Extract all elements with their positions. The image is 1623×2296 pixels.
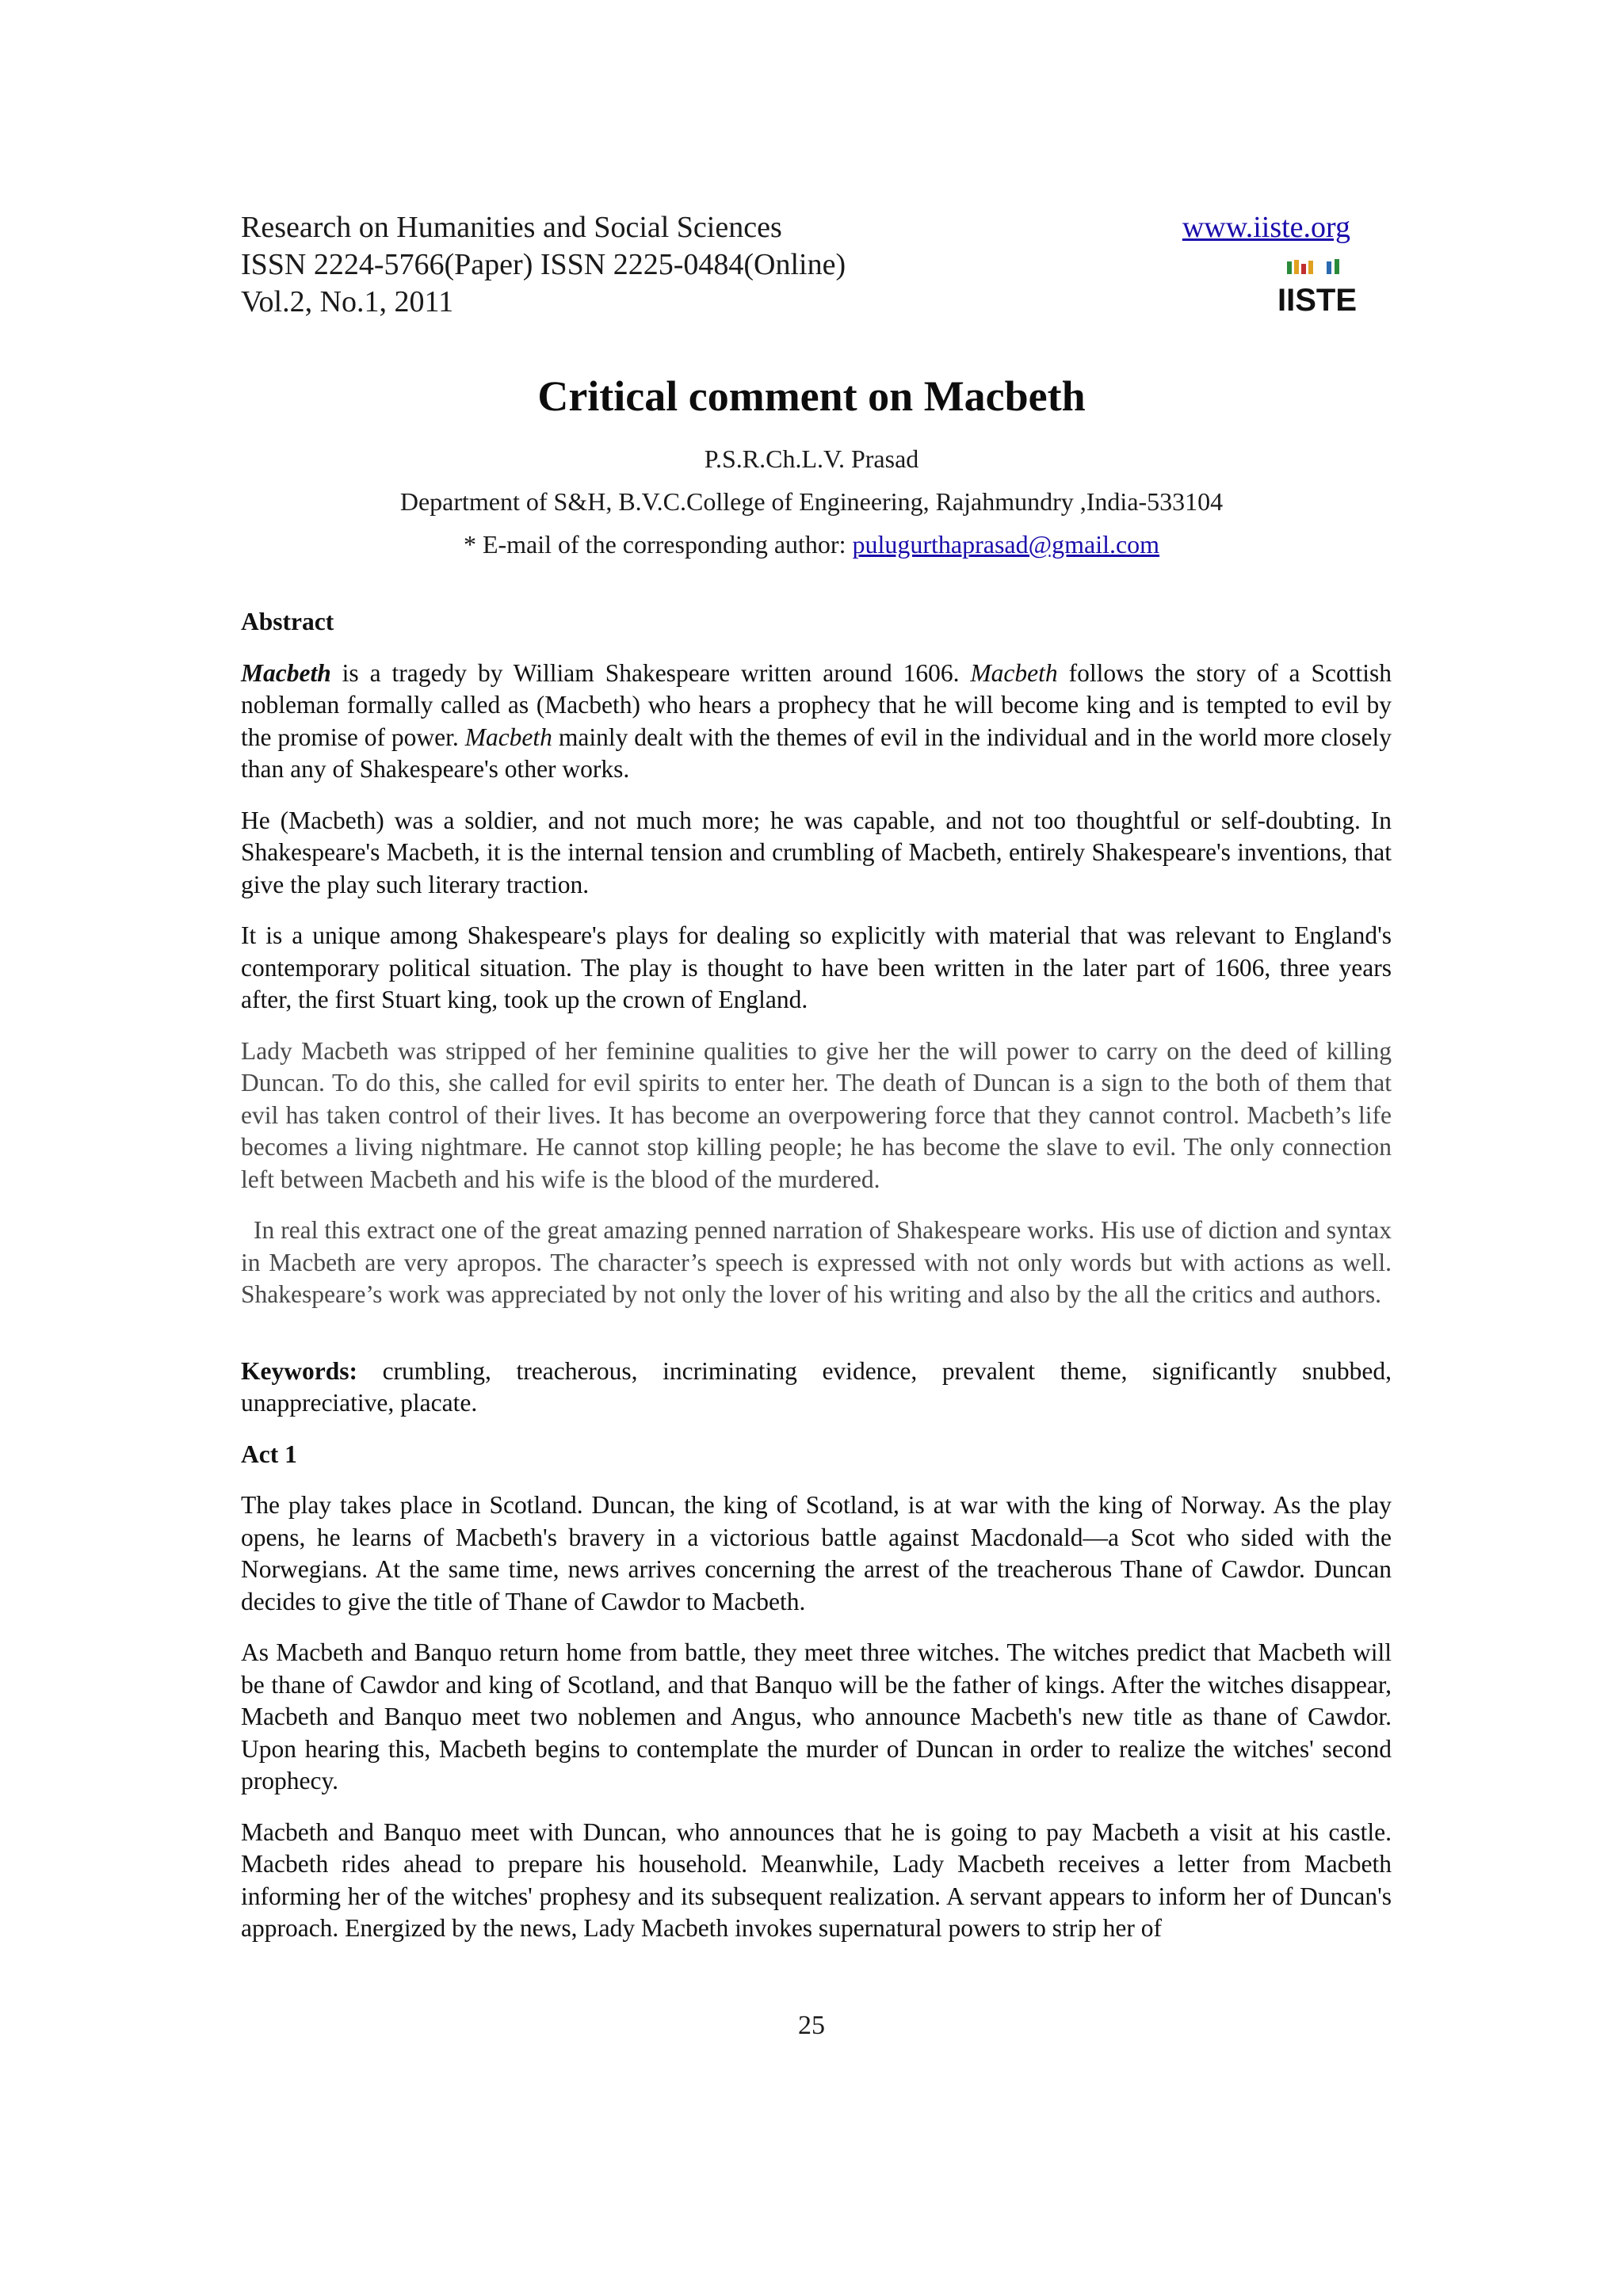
author-block bbox=[0, 437, 1623, 566]
macbeth-emphasis: Macbeth bbox=[464, 723, 552, 751]
act-1-paragraph-1: The play takes place in Scotland. Duncan, the king of Scotland, is at war with the king of Norway. As the play opens, he learns of Macbeth's bravery in a victorious battle against Macdonald—a Scot who sided with the Norwegians. At the same time, news arrives concerning the arrest of the treacherous Thane of Cawdor. Duncan decides to give the title of Thane of Cawdor to Macbeth. bbox=[241, 1491, 1392, 1615]
keywords-text: crumbling, treacherous, incriminating evidence, prevalent theme, significantly snubbed, unappreciative, placate. bbox=[241, 1356, 1392, 1417]
page-header bbox=[241, 209, 1358, 336]
journal-name: Research on Humanities and Social Sciences bbox=[241, 211, 782, 244]
email-label: * E-mail of the corresponding author: bbox=[463, 530, 853, 559]
abstract-heading: Abstract bbox=[241, 608, 334, 635]
paper-body bbox=[241, 606, 1392, 1964]
act-1-paragraph-3: Macbeth and Banquo meet with Duncan, who announces that he is going to pay Macbeth a visit at his castle. Macbeth rides ahead to prepare his household. Meanwhile, Lady Macbeth receives a letter from Macbeth informing her of the witches' prophesy and its subsequent realization. A servant appears to inform her of Duncan's approach. Energized by the news, Lady Macbeth invokes supernatural powers to strip her of bbox=[241, 1817, 1392, 1942]
author-affiliation: Department of S&H, B.V.C.College of Engineering, Rajahmundry ,India-533104 bbox=[399, 487, 1224, 516]
journal-issn: ISSN 2224-5766(Paper) ISSN 2225-0484(Online) bbox=[241, 248, 846, 281]
keywords-line bbox=[241, 1356, 1392, 1420]
journal-url-link[interactable]: www.iiste.org bbox=[1182, 211, 1350, 244]
abstract-paragraph-1: Macbeth is a tragedy by William Shakespeare written around 1606. Macbeth follows the story of a Scottish nobleman formally called as (Macbeth) who hears a prophecy that he will become king and is tempted to evil by the promise of power. Macbeth mainly dealt with the themes of evil in the individual and in the world more closely than any of Shakespeare's other works. bbox=[241, 658, 1392, 783]
journal-info bbox=[241, 209, 846, 321]
iiste-logo bbox=[1277, 257, 1358, 323]
abstract-paragraph-2: He (Macbeth) was a soldier, and not much more; he was capable, and not too thoughtful or self-doubting. In Shakespeare's Macbeth, it is the internal tension and crumbling of Macbeth, entirely Shakespeare's inventions, that give the play such literary traction. bbox=[241, 806, 1392, 898]
act-1-paragraph-2: As Macbeth and Banquo return home from battle, they meet three witches. The witches predict that Macbeth will be thane of Cawdor and king of Scotland, and that Banquo will be the father of kings. After the witches disappear, Macbeth and Banquo meet two noblemen and Angus, who announce Macbeth's new title as thane of Cawdor. Upon hearing this, Macbeth begins to contemplate the murder of Duncan in order to realize the witches' second prophecy. bbox=[241, 1638, 1392, 1794]
keywords-label: Keywords: bbox=[241, 1356, 357, 1385]
abstract-paragraph-5: In real this extract one of the great amazing penned narration of Shakespeare works. His use of diction and syntax in Macbeth are very apropos. The character’s speech is expressed with not only words but with actions as well. Shakespeare’s work was appreciated by not only the lover of his writing and also by the all the critics and authors. bbox=[241, 1216, 1392, 1308]
author-name: P.S.R.Ch.L.V. Prasad bbox=[704, 444, 919, 473]
page-number: 25 bbox=[798, 2011, 825, 2040]
macbeth-emphasis: Macbeth bbox=[241, 658, 331, 687]
logo-text: IISTE bbox=[1277, 283, 1358, 318]
paper-title: Critical comment on Macbeth bbox=[537, 372, 1086, 420]
journal-volume: Vol.2, No.1, 2011 bbox=[241, 285, 454, 318]
abstract-paragraph-3: It is a unique among Shakespeare's plays for dealing so explicitly with material that was relevant to England's contemporary political situation. The play is thought to have been written in the later part of 1606, three years after, the first Stuart king, took up the crown of England. bbox=[241, 921, 1392, 1013]
abstract-paragraph-4: Lady Macbeth was stripped of her feminine qualities to give her the will power to carry on the deed of killing Duncan. To do this, she called for evil spirits to enter her. The death of Duncan is a sign to the both of them that evil has taken control of their lives. It has become an overpowering force that they cannot control. Macbeth’s life becomes a living nightmare. He cannot stop killing people; he has become the slave to evil. The only connection left between Macbeth and his wife is the blood of the murdered. bbox=[241, 1036, 1392, 1193]
act-1-heading: Act 1 bbox=[241, 1440, 297, 1468]
author-email-link[interactable]: pulugurthaprasad@gmail.com bbox=[852, 530, 1160, 559]
macbeth-emphasis: Macbeth bbox=[970, 658, 1058, 687]
author-email-line bbox=[0, 523, 1623, 566]
